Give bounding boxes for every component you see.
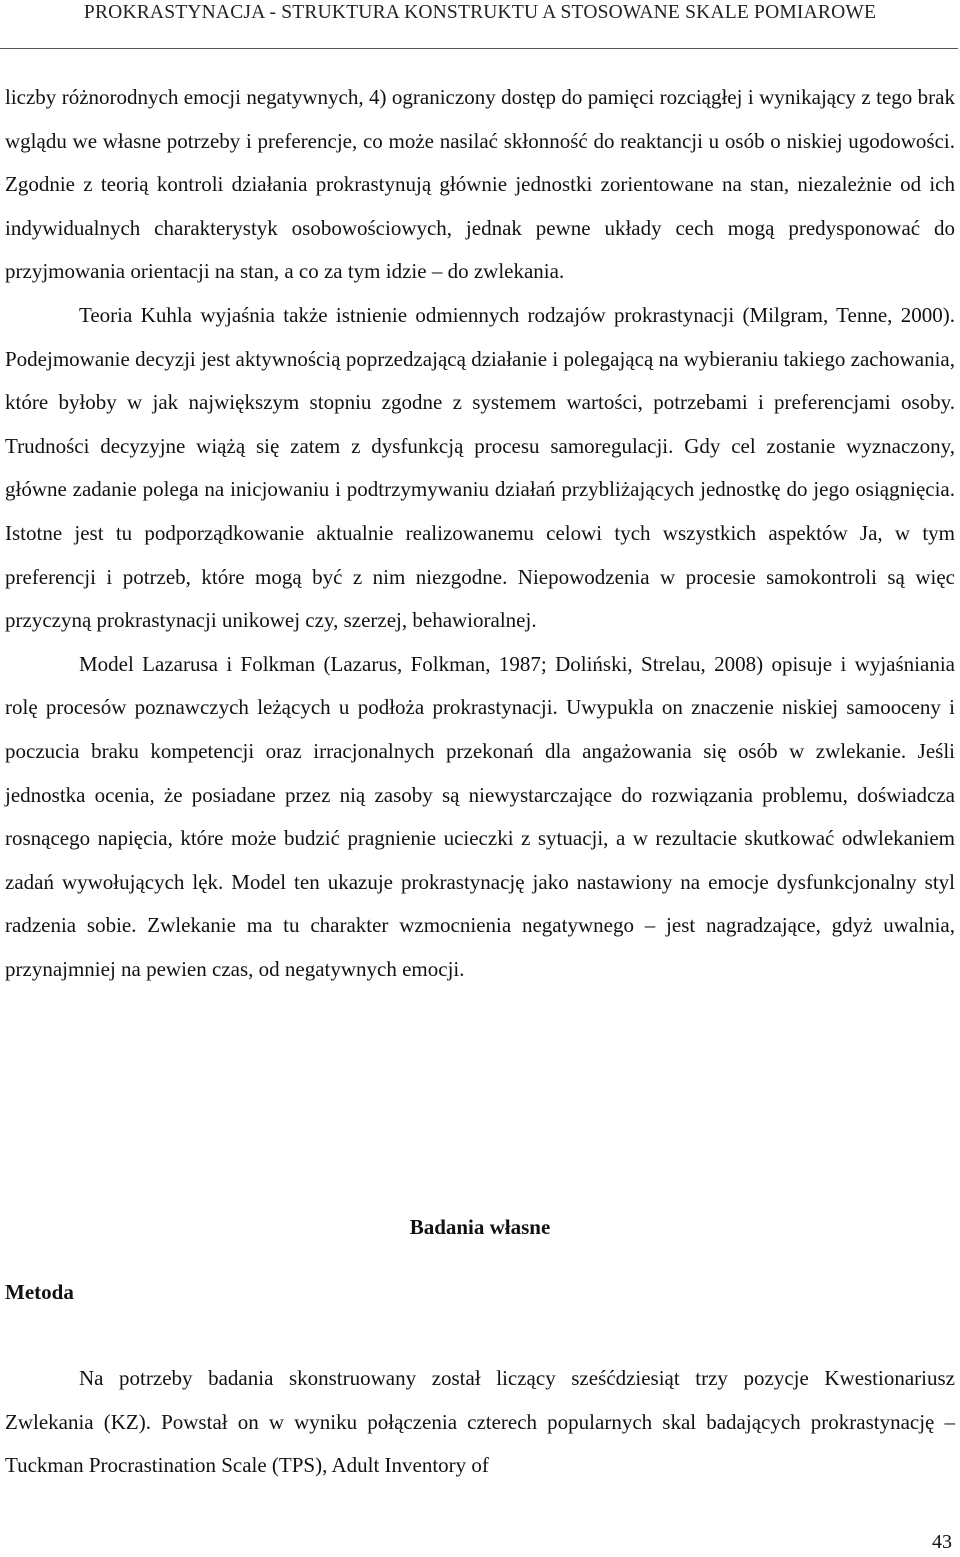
paragraph-method: Na potrzeby badania skonstruowany został liczący sześćdziesiąt trzy pozycje Kwestionariusz Zwlekania (KZ). Powstał on w wyniku połączenia czterech popularnych skal badających prokrastynację – Tuckman Procrastination Scale (TPS), Adult Inventory of [5,1366,955,1478]
text-block-method [5,1357,955,1488]
paragraph-action-control-theory: liczby różnorodnych emocji negatywnych, 4) ograniczony dostęp do pamięci rozciągłej i wynikający z tego brak wglądu we własne potrzeby i preferencje, co może nasilać skłonność do reaktancji u osób o niskiej ugodowości. Zgodnie z teorią kontroli działania prokrastynują głównie jednostki zorientowane na stan, niezależnie od ich indywidualnych charakterystyk osobowościowych, jednak pewne układy cech mogą predysponować do przyjmowania orientacji na stan, a co za tym idzie – do zwlekania. [5,85,955,284]
subsection-title: Metoda [5,1280,74,1304]
running-header: PROKRASTYNACJA - STRUKTURA KONSTRUKTU A STOSOWANE SKALE POMIAROWE [83,2,877,23]
header-rule [0,48,958,49]
section-title: Badania własne [409,1215,551,1239]
paragraph-lazarus-folkman-model: Model Lazarusa i Folkman (Lazarus, Folkman, 1987; Doliński, Strelau, 2008) opisuje i wyjaśniania rolę procesów poznawczych leżących u podłoża prokrastynacji. Uwypukla on znaczenie niskiej samooceny i poczucia braku kompetencji oraz irracjonalnych przekonań dla angażowania się osób w zwlekanie. Jeśli jednostka ocenia, że posiadane przez nią zasoby są niewystarczające do rozwiązania problemu, doświadcza rosnącego napięcia, które może budzić pragnienie ucieczki z sytuacji, a w rezultacie skutkować odwlekaniem zadań wywołujących lęk. Model ten ukazuje prokrastynację jako nastawiony na emocje dysfunkcjonalny styl radzenia sobie. Zwlekanie ma tu charakter wzmocnienia negatywnego – jest nagradzające, gdyż uwalnia, przynajmniej na pewien czas, od negatywnych emocji. [5,651,955,981]
page-number: 43 [932,1531,952,1553]
paragraph-kuhl-theory: Teoria Kuhla wyjaśnia także istnienie odmiennych rodzajów prokrastynacji (Milgram, Tenne, 2000). Podejmowanie decyzji jest aktywnością poprzedzającą działanie i polegającą na wybieraniu takiego zachowania, które byłoby w jak największym stopniu zgodne z systemem wartości, potrzebami i preferencjami osoby. Trudności decyzyjne wiążą się zatem z dysfunkcją procesu samoregulacji. Gdy cel zostanie wyznaczony, główne zadanie polega na inicjowaniu i podtrzymywaniu działań przybliżających jednostkę do jego osiągnięcia. Istotne jest tu podporządkowanie aktualnie realizowanemu celowi tych wszystkich aspektów Ja, w tym preferencji i potrzeb, które mogą być z nim niezgodne. Niepowodzenia w procesie samokontroli są więc przyczyną prokrastynacji unikowej czy, szerzej, behawioralnej. [5,302,955,633]
text-block-main [5,76,955,991]
